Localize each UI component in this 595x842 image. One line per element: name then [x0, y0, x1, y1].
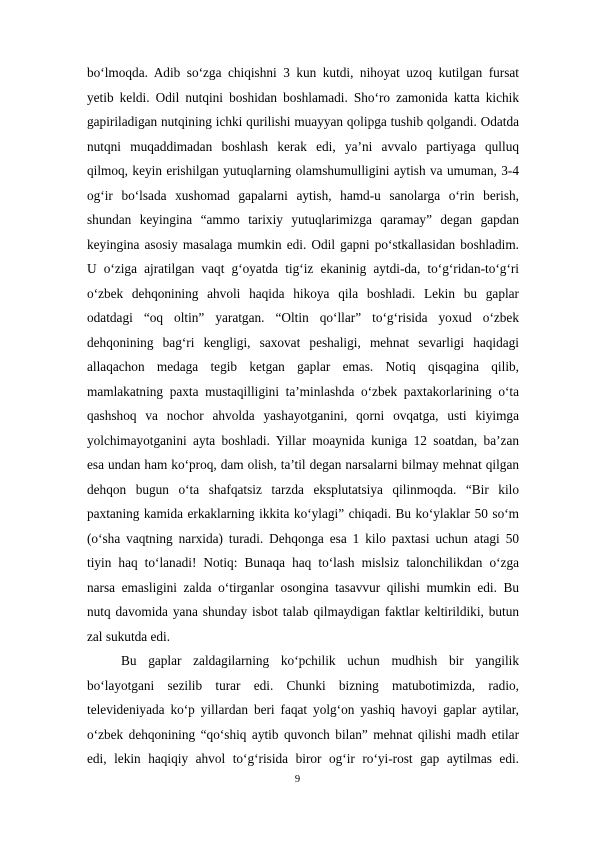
text-line: qilmoq, keyin erishilgan yutuqlarning olamshumulligini aytish va umuman, 3-4 [87, 163, 519, 178]
text-line: keyingina asosiy masalaga mumkin edi. Odil gapni po‘stkallasidan boshladim. [87, 236, 519, 252]
text-line: nutq davomida yana shunday isbot talab qilmaydigan faktlar keltirildiki, butun [87, 604, 519, 619]
text-line: paxtaning kamida erkaklarning ikkita ko‘ylagi” chiqadi. Bu ko‘ylaklar 50 so‘m [87, 506, 519, 521]
text-line: nutqni muqaddimadan boshlash kerak edi, ya’ni avvalo partiyaga qulluq [87, 138, 519, 154]
text-line: dehqon bugun o‘ta shafqatsiz tarzda eksplutatsiya qilinmoqda. “Bir kilo [87, 481, 519, 497]
text-line: esa undan ham ko‘proq, dam olish, ta’til degan narsalarni bilmay mehnat qilgan [87, 457, 519, 472]
text-line: o‘zbek dehqonining ahvoli haqida hikoya qila boshladi. Lekin bu gaplar [87, 285, 519, 301]
text-line: allaqachon medaga tegib ketgan gaplar emas. Notiq qisqagina qilib, [87, 359, 519, 374]
text-line: Bu gaplar zaldagilarning ko‘pchilik uchun mudhish bir yangilik [121, 653, 519, 668]
text-line: og‘ir bo‘lsada xushomad gapalarni aytish, hamd-u sanolarga o‘rin berish, [87, 187, 519, 203]
text-line: bo‘lmoqda. Adib so‘zga chiqishni 3 kun kutdi, nihoyat uzoq kutilgan fursat [87, 65, 519, 80]
text-line: (o‘sha vaqtning narxida) turadi. Dehqonga esa 1 kilo paxtasi uchun atagi 50 [87, 530, 519, 546]
text-line: odatdagi “oq oltin” yaratgan. “Oltin qo‘llar” to‘g‘risida yoxud o‘zbek [87, 310, 519, 325]
text-line: narsa emasligini zalda o‘tirganlar osongina tasavvur qilishi mumkin edi. Bu [87, 579, 519, 595]
text-line: edi, lekin haqiqiy ahvol to‘g‘risida biror og‘ir ro‘yi-rost gap aytilmas edi. [87, 751, 519, 766]
text-line: qashshoq va nochor ahvolda yashayotganini, qorni ovqatga, usti kiyimga [87, 408, 519, 423]
text-line: yetib keldi. Odil nutqini boshidan boshlamadi. Sho‘ro zamonida katta kichik [87, 89, 519, 105]
text-line: U o‘ziga ajratilgan vaqt g‘oyatda tig‘iz ekaninig aytdi-da, to‘g‘ridan-to‘g‘ri [87, 261, 519, 276]
text-line: televideniyada ko‘p yillardan beri faqat yolg‘on yashiq havoyi gaplar aytilar, [87, 702, 519, 717]
page-number: 9 [294, 774, 301, 785]
text-line: yolchimayotganini ayta boshladi. Yillar moaynida kuniga 12 soatdan, ba’zan [87, 432, 519, 448]
text-line: mamlakatning paxta mustaqilligini ta’minlashda o‘zbek paxtakorlarining o‘ta [87, 383, 519, 399]
text-line: shundan keyingina “ammo tarixiy yutuqlarimizga qaramay” degan gapdan [87, 212, 519, 227]
text-line: o‘zbek dehqonining “qo‘shiq aytib quvonch bilan” mehnat qilishi madh etilar [87, 726, 519, 742]
paragraph [87, 61, 519, 649]
text-line: zal sukutda edi. [87, 628, 171, 644]
text-line: dehqonining bag‘ri kengligi, saxovat peshaligi, mehnat sevarligi haqidagi [87, 334, 519, 350]
paragraph [87, 649, 519, 772]
document-body [87, 61, 519, 772]
text-line: gapiriladigan nutqining ichki qurilishi muayyan qolipga tushib qolgandi. Odatda [87, 114, 519, 129]
text-line: bo‘layotgani sezilib turar edi. Chunki bizning matubotimizda, radio, [87, 677, 519, 693]
text-line: tiyin haq to‘lanadi! Notiq: Bunaqa haq to‘lash mislsiz talonchilikdan o‘zga [87, 555, 519, 570]
